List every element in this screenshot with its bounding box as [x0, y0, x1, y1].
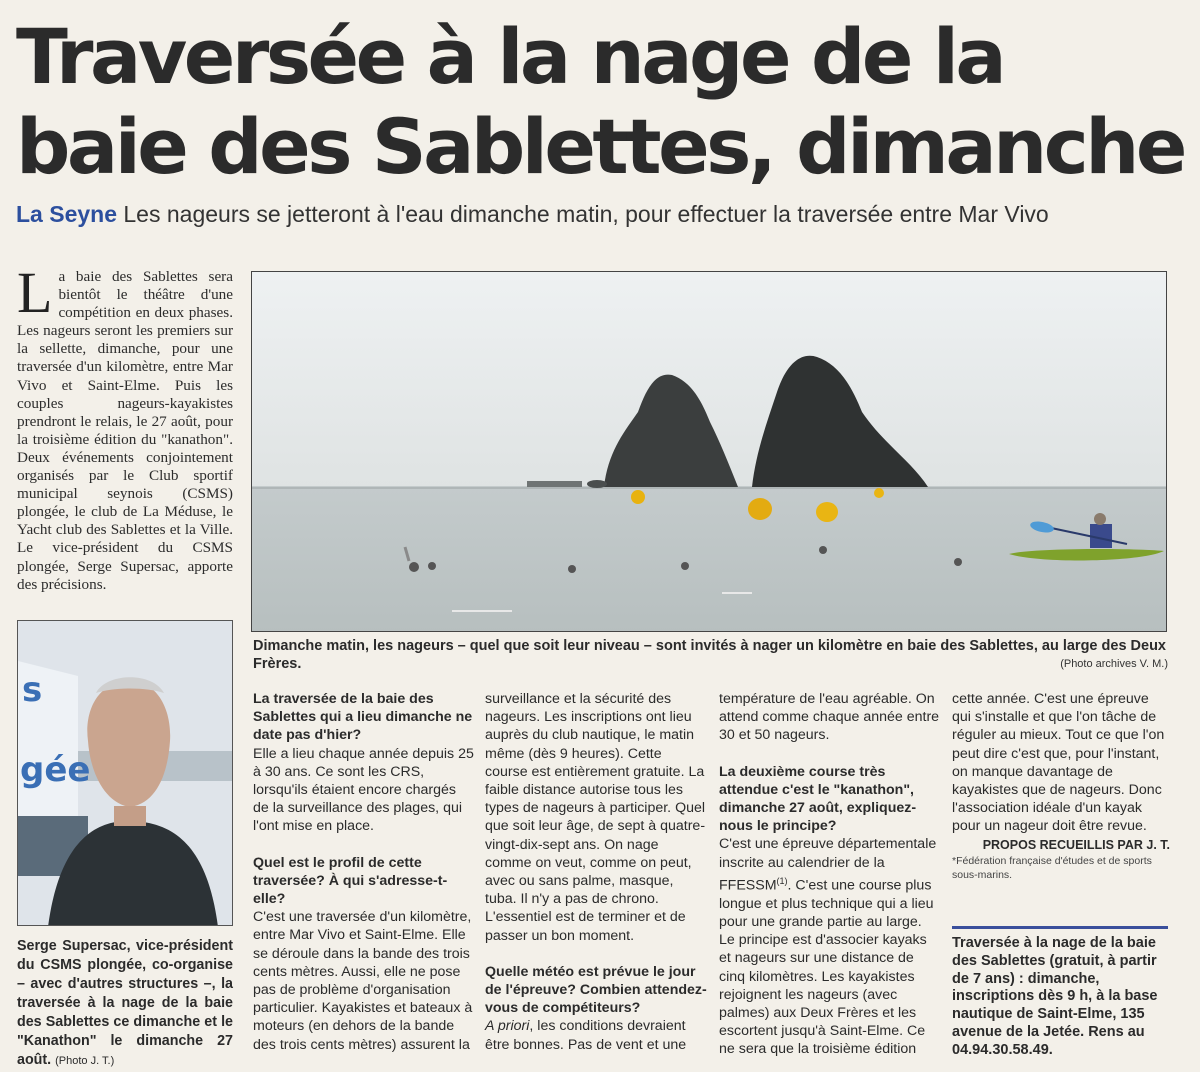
answer-2-part-1: C'est une traversée d'un kilomètre, entre Mar Vivo et Saint-Elme. Elle se déroule dans la bande des trois cents mètres. Aussi, elle ne pose pas de problème d'organisation particulier. Kayakistes et bateaux à moteurs (en dehors de la bande des trois cents mètres) assurent la: [253, 909, 473, 1053]
lead-text: a baie des Sablettes sera bientôt le théâtre d'une compétition en deux phases. Les nageurs seront les premiers sur la sellette, dimanche, pour une traversée d'un kilomètre, entre Mar Vivo et Saint-Elme. Puis les couples nageurs-kayakistes prendront le relais, le 27 août, pour la troisième édition du "kanathon". Deux événements conjointement organisés par le Club sportif municipal seynois (CSMS) plongée, le club de La Méduse, le Yacht club des Sablettes et la Ville. Le vice-président du CSMS plongée, Serge Supersac, apporte des précisions.: [17, 268, 233, 593]
portrait-caption: [17, 937, 233, 1071]
buoy-icon: [816, 502, 838, 522]
buoy-icon: [874, 488, 884, 498]
bay-swimmers-photo: [252, 272, 1167, 632]
photo-caption: [253, 637, 1168, 673]
answer-3-part-2: température de l'eau agréable. On attend comme chaque année entre 30 et 50 nageurs.: [719, 691, 940, 744]
signature: PROPOS RECUEILLIS PAR J. T.: [982, 837, 1170, 852]
portrait-photo: [17, 620, 233, 926]
practical-info-box: Traversée à la nage de la baie des Sablettes (gratuit, à partir de 7 ans) : dimanche, inscriptions dès 9 h, à la base nautique de Saint-Elme, 135 avenue de la Jetée. Rens au 04.94.30.58.49.: [952, 935, 1158, 1058]
portrait-credit: (Photo J. T.): [55, 1055, 115, 1067]
answer-3-italic: A priori: [485, 1018, 530, 1035]
answer-4-text-b: . C'est une course plus longue et plus technique qui a lieu pour une grande partie au large. Le principe est d'associer kayaks et nageurs sur une distance de cinq kilomètres. Les kayakistes rejoignent les nageurs (avec palmes) aux Deux Frères et les escortent jusqu'à Saint-Elme. Ce ne sera que la troisième édition: [719, 877, 934, 1058]
footnote: *Fédération française d'études et de sports sous-marins.: [952, 854, 1152, 881]
buoy-icon: [748, 498, 772, 520]
portrait-caption-text: Serge Supersac, vice-président du CSMS plongée, co-organise – avec d'autres structures –, la traversée à la nage de la baie des Sablettes ce dimanche et le "Kanathon" le dimanche 27 août.: [17, 938, 233, 1068]
interview-column-1: [253, 690, 475, 1054]
interview-column-2: [485, 690, 707, 1054]
main-photo: [251, 271, 1167, 632]
answer-2-part-2: surveillance et la sécurité des nageurs. Les inscriptions ont lieu auprès du club nautique, le matin même (dès 9 heures). Cette course est entièrement gratuite. La faible distance autorise tous les types de nageurs à participer. Quel que soit leur âge, de sept à quatre-vingt-dix-sept ans. On nage comme on veut, comme on peut, avec ou sans palme, masque, tuba. Il n'y a pas de chrono. L'essentiel est de terminer et de passer un bon moment.: [485, 691, 706, 944]
lead-paragraph: [17, 260, 233, 594]
question-2: Quel est le profil de cette traversée? À qui s'adresse-t-elle?: [253, 854, 448, 908]
interview-column-4: [952, 690, 1170, 882]
question-3: Quelle météo est prévue le jour de l'épreuve? Combien attendez-vous de compétiteurs?: [485, 963, 707, 1017]
infobox-rule: [952, 926, 1168, 929]
kicker: [16, 201, 1196, 228]
answer-3-part-1: [485, 1017, 707, 1053]
svg-text:s: s: [22, 670, 43, 710]
question-1: La traversée de la baie des Sablettes qui a lieu dimanche ne date pas d'hier?: [253, 691, 473, 744]
svg-text:gée: gée: [20, 750, 91, 790]
answer-4-text-a: C'est une épreuve départementale inscrite au calendrier de la FFESSM: [719, 836, 937, 894]
question-4: La deuxième course très attendue c'est le "kanathon", dimanche 27 août, expliquez-nous le principe?: [719, 763, 917, 835]
photo-credit: (Photo archives V. M.): [1060, 658, 1168, 670]
kicker-location: La Seyne: [16, 201, 117, 227]
answer-3-text: , les conditions devraient être bonnes. Pas de vent et une: [485, 1018, 687, 1053]
kicker-text: Les nageurs se jetteront à l'eau dimanche matin, pour effectuer la traversée entre Mar Vivo: [123, 201, 1049, 227]
drop-cap: L: [17, 260, 53, 325]
interview-column-3: [719, 690, 941, 1059]
footnote-mark: (1): [776, 875, 788, 886]
headline: Traversée à la nage de la baie des Sablettes, dimanche: [16, 12, 1184, 191]
answer-1: Elle a lieu chaque année depuis 25 à 30 ans. Ce sont les CRS, lorsqu'ils étaient encore chargés de la surveillance des plages, qui l'ont mise en place.: [253, 745, 474, 835]
buoy-icon: [631, 490, 645, 504]
answer-4-part-1: [719, 835, 941, 1058]
answer-4-part-2: cette année. C'est une épreuve qui s'installe et que l'on tâche de réguler au mieux. Tout ce que l'on peut dire c'est que, pour l'instant, on manque davantage de kayakistes que de nageurs. Donc l'association idéale d'un kayak pour un nageur doit être revue.: [952, 691, 1165, 835]
photo-caption-text: Dimanche matin, les nageurs – quel que soit leur niveau – sont invités à nager un kilomètre en baie des Sablettes, au large des Deux Frères.: [253, 638, 1166, 672]
portrait-serge-supersac: [18, 621, 233, 926]
